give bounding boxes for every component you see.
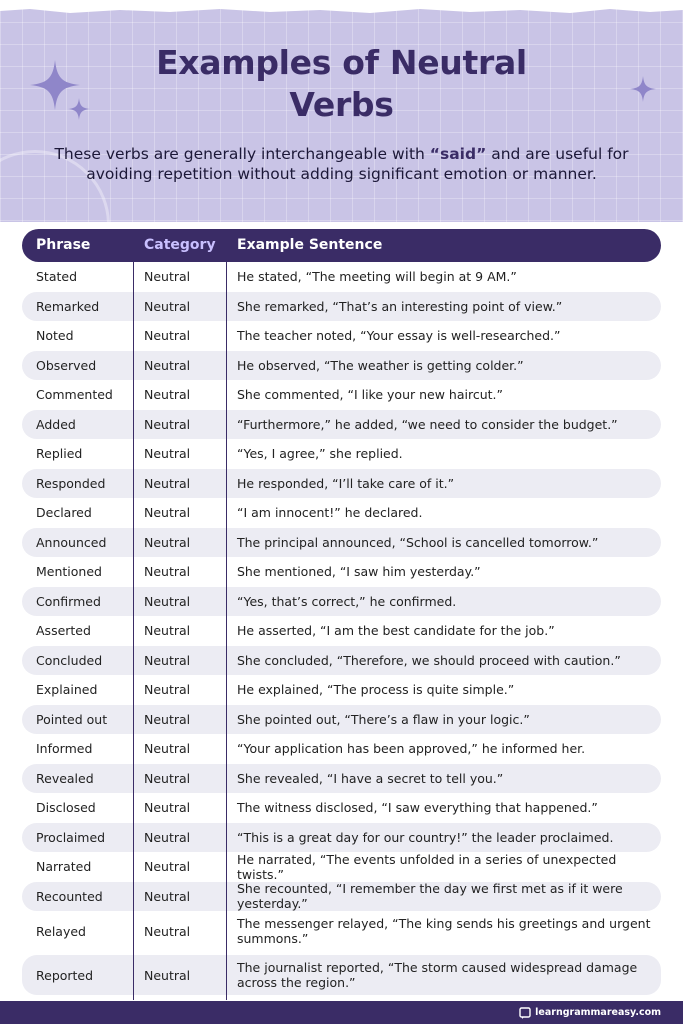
category-cell: Neutral: [144, 505, 191, 521]
phrase-cell: Mentioned: [36, 564, 102, 580]
category-cell: Neutral: [144, 770, 191, 786]
category-cell: Neutral: [144, 652, 191, 668]
header-banner: [0, 0, 683, 222]
phrase-cell: Commented: [36, 387, 113, 403]
phrase-cell: Revealed: [36, 770, 94, 786]
example-cell: He explained, “The process is quite simple.”: [237, 682, 515, 698]
subtitle-text-start: These verbs are generally interchangeable with: [54, 145, 430, 163]
table-row: [22, 882, 661, 912]
category-cell: Neutral: [144, 269, 191, 285]
example-cell: He asserted, “I am the best candidate for the job.”: [237, 623, 555, 639]
phrase-cell: Relayed: [36, 923, 86, 939]
category-cell: Neutral: [144, 416, 191, 432]
category-cell: Neutral: [144, 741, 191, 757]
table-row: [22, 705, 661, 735]
table-row: [22, 955, 661, 995]
column-header-category: Category: [144, 237, 216, 253]
phrase-cell: Observed: [36, 357, 97, 373]
example-cell: He observed, “The weather is getting colder.”: [237, 357, 524, 373]
table-row: [22, 469, 661, 499]
table-row: [22, 321, 661, 351]
table-row: [22, 498, 661, 528]
phrase-cell: Added: [36, 416, 76, 432]
example-cell: She concluded, “Therefore, we should proceed with caution.”: [237, 652, 621, 668]
page-subtitle: [50, 144, 633, 184]
table-row: [22, 410, 661, 440]
table-row: [22, 616, 661, 646]
table-row: [22, 439, 661, 469]
torn-paper-edge: [0, 0, 683, 18]
example-cell: She revealed, “I have a secret to tell you.”: [237, 770, 504, 786]
category-cell: Neutral: [144, 859, 191, 875]
category-cell: Neutral: [144, 711, 191, 727]
category-cell: Neutral: [144, 298, 191, 314]
phrase-cell: Noted: [36, 328, 74, 344]
example-cell: “Yes, I agree,” she replied.: [237, 446, 403, 462]
phrase-cell: Responded: [36, 475, 106, 491]
category-cell: Neutral: [144, 357, 191, 373]
example-cell: “This is a great day for our country!” the leader proclaimed.: [237, 829, 614, 845]
table-row: [22, 852, 661, 882]
example-cell: She mentioned, “I saw him yesterday.”: [237, 564, 481, 580]
column-divider: [226, 229, 227, 1000]
table-row: [22, 823, 661, 853]
example-cell: “Your application has been approved,” he informed her.: [237, 741, 586, 757]
example-cell: He responded, “I’ll take care of it.”: [237, 475, 455, 491]
table-header: [22, 229, 661, 262]
phrase-cell: Confirmed: [36, 593, 101, 609]
phrase-cell: Concluded: [36, 652, 103, 668]
verbs-table: [22, 229, 661, 995]
phrase-cell: Informed: [36, 741, 93, 757]
category-cell: Neutral: [144, 682, 191, 698]
example-cell: She pointed out, “There’s a flaw in your logic.”: [237, 711, 530, 727]
title-line-1: Examples of Neutral: [156, 43, 527, 82]
category-cell: Neutral: [144, 534, 191, 550]
example-cell: She remarked, “That’s an interesting point of view.”: [237, 298, 563, 314]
page-title: [0, 42, 683, 126]
column-header-example: Example Sentence: [237, 237, 383, 253]
phrase-cell: Asserted: [36, 623, 91, 639]
example-cell: She commented, “I like your new haircut.”: [237, 387, 503, 403]
phrase-cell: Remarked: [36, 298, 100, 314]
phrase-cell: Declared: [36, 505, 92, 521]
table-row: [22, 646, 661, 676]
category-cell: Neutral: [144, 967, 191, 983]
category-cell: Neutral: [144, 829, 191, 845]
phrase-cell: Stated: [36, 269, 78, 285]
book-icon: [519, 1007, 531, 1019]
phrase-cell: Narrated: [36, 859, 92, 875]
table-row: [22, 764, 661, 794]
example-cell: The journalist reported, “The storm caused widespread damage across the region.”: [237, 960, 638, 990]
table-row: [22, 380, 661, 410]
phrase-cell: Explained: [36, 682, 98, 698]
category-cell: Neutral: [144, 446, 191, 462]
category-cell: Neutral: [144, 593, 191, 609]
phrase-cell: Pointed out: [36, 711, 108, 727]
phrase-cell: Reported: [36, 967, 94, 983]
phrase-cell: Announced: [36, 534, 107, 550]
example-cell: The messenger relayed, “The king sends his greetings and urgent summons.”: [237, 916, 651, 946]
example-cell: “Furthermore,” he added, “we need to consider the budget.”: [237, 416, 618, 432]
phrase-cell: Proclaimed: [36, 829, 106, 845]
phrase-cell: Recounted: [36, 888, 103, 904]
column-divider: [133, 229, 134, 1000]
category-cell: Neutral: [144, 623, 191, 639]
phrase-cell: Disclosed: [36, 800, 96, 816]
example-cell: She recounted, “I remember the day we first met as if it were yesterday.”: [237, 881, 623, 912]
subtitle-text-end: and are useful for avoiding repetition without adding significant emotion or manner.: [86, 145, 629, 183]
title-line-2: Verbs: [289, 85, 394, 124]
table-row: [22, 911, 661, 951]
category-cell: Neutral: [144, 923, 191, 939]
example-cell: The witness disclosed, “I saw everything that happened.”: [237, 800, 598, 816]
category-cell: Neutral: [144, 800, 191, 816]
table-row: [22, 734, 661, 764]
table-row: [22, 557, 661, 587]
table-row: [22, 587, 661, 617]
table-row: [22, 675, 661, 705]
example-cell: He stated, “The meeting will begin at 9 AM.”: [237, 269, 517, 285]
example-cell: The principal announced, “School is cancelled tomorrow.”: [237, 534, 599, 550]
table-row: [22, 351, 661, 381]
example-cell: The teacher noted, “Your essay is well-researched.”: [237, 328, 561, 344]
category-cell: Neutral: [144, 328, 191, 344]
category-cell: Neutral: [144, 564, 191, 580]
footer-bar: [0, 1001, 683, 1024]
example-cell: “Yes, that’s correct,” he confirmed.: [237, 593, 457, 609]
brand-logo[interactable]: [519, 1005, 661, 1020]
example-cell: “I am innocent!” he declared.: [237, 505, 423, 521]
table-row: [22, 793, 661, 823]
category-cell: Neutral: [144, 387, 191, 403]
table-row: [22, 262, 661, 292]
table-row: [22, 528, 661, 558]
table-row: [22, 292, 661, 322]
category-cell: Neutral: [144, 475, 191, 491]
column-header-phrase: Phrase: [36, 237, 91, 253]
brand-text[interactable]: learngrammareasy.com: [535, 1007, 661, 1018]
subtitle-highlight: “said”: [429, 145, 487, 163]
category-cell: Neutral: [144, 888, 191, 904]
phrase-cell: Replied: [36, 446, 83, 462]
example-cell: He narrated, “The events unfolded in a series of unexpected twists.”: [237, 851, 617, 882]
table-body: [22, 262, 661, 995]
